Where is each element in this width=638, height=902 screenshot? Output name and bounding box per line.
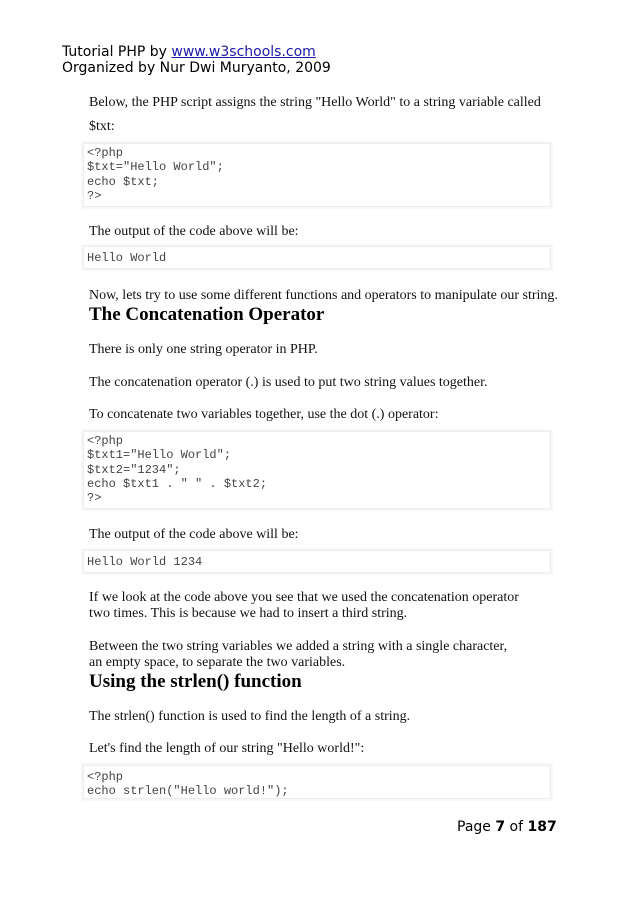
paragraph: To concatenate two variables together, use the dot (.) operator: [89, 407, 439, 422]
paragraph: There is only one string operator in PHP. [89, 342, 318, 357]
output-block [83, 550, 551, 573]
code-line: echo strlen("Hello world!"); [87, 784, 289, 799]
code-line: echo $txt1 . " " . $txt2; [87, 476, 268, 491]
code-line: <?php [87, 146, 124, 160]
paragraph: The output of the code above will be: [89, 527, 299, 542]
page-number [457, 819, 557, 835]
section-heading: The Concatenation Operator [89, 304, 325, 325]
paragraph: Now, lets try to use some different functions and operators to manipulate our string. [89, 288, 558, 303]
output-line: Hello World 1234 [87, 555, 203, 569]
total-pages: 187 [527, 819, 557, 835]
current-page: 7 [495, 819, 506, 835]
code-line: ?> [87, 491, 102, 506]
paragraph: $txt: [89, 119, 115, 134]
code-block [83, 431, 551, 509]
header-title: Tutorial PHP by [62, 44, 172, 60]
page-label: Page [457, 819, 496, 835]
paragraph: The strlen() function is used to find the length of a string. [89, 709, 411, 724]
output-block [83, 246, 551, 269]
paragraph: The output of the code above will be: [89, 224, 299, 239]
code-line: <?php [87, 770, 124, 784]
code-block [83, 765, 551, 799]
header-line-2: Organized by Nur Dwi Muryanto, 2009 [62, 60, 331, 76]
paragraph: Below, the PHP script assigns the string "Hello World" to a string variable called [89, 95, 541, 110]
w3schools-link[interactable]: www.w3schools.com [171, 44, 316, 60]
paragraph: If we look at the code above you see that we used the concatenation operator two times. This is because we had to insert a third string. [89, 590, 519, 621]
of-label: of [505, 819, 528, 835]
code-line: $txt1="Hello World"; [87, 448, 232, 463]
header-line-1 [62, 44, 316, 60]
output-line: Hello World [87, 251, 167, 265]
code-line: echo $txt; [87, 174, 160, 189]
code-line: $txt2="1234"; [87, 462, 181, 477]
paragraph: The concatenation operator (.) is used to put two string values together. [89, 375, 488, 390]
code-line: ?> [87, 188, 102, 203]
section-heading: Using the strlen() function [89, 671, 302, 692]
paragraph: Let's find the length of our string "Hello world!": [89, 741, 365, 756]
paragraph: Between the two string variables we added a string with a single character, an empty space, to separate the two variables. [89, 639, 508, 670]
code-line: <?php [87, 434, 124, 448]
code-block [83, 143, 551, 207]
code-line: $txt="Hello World"; [87, 160, 224, 175]
